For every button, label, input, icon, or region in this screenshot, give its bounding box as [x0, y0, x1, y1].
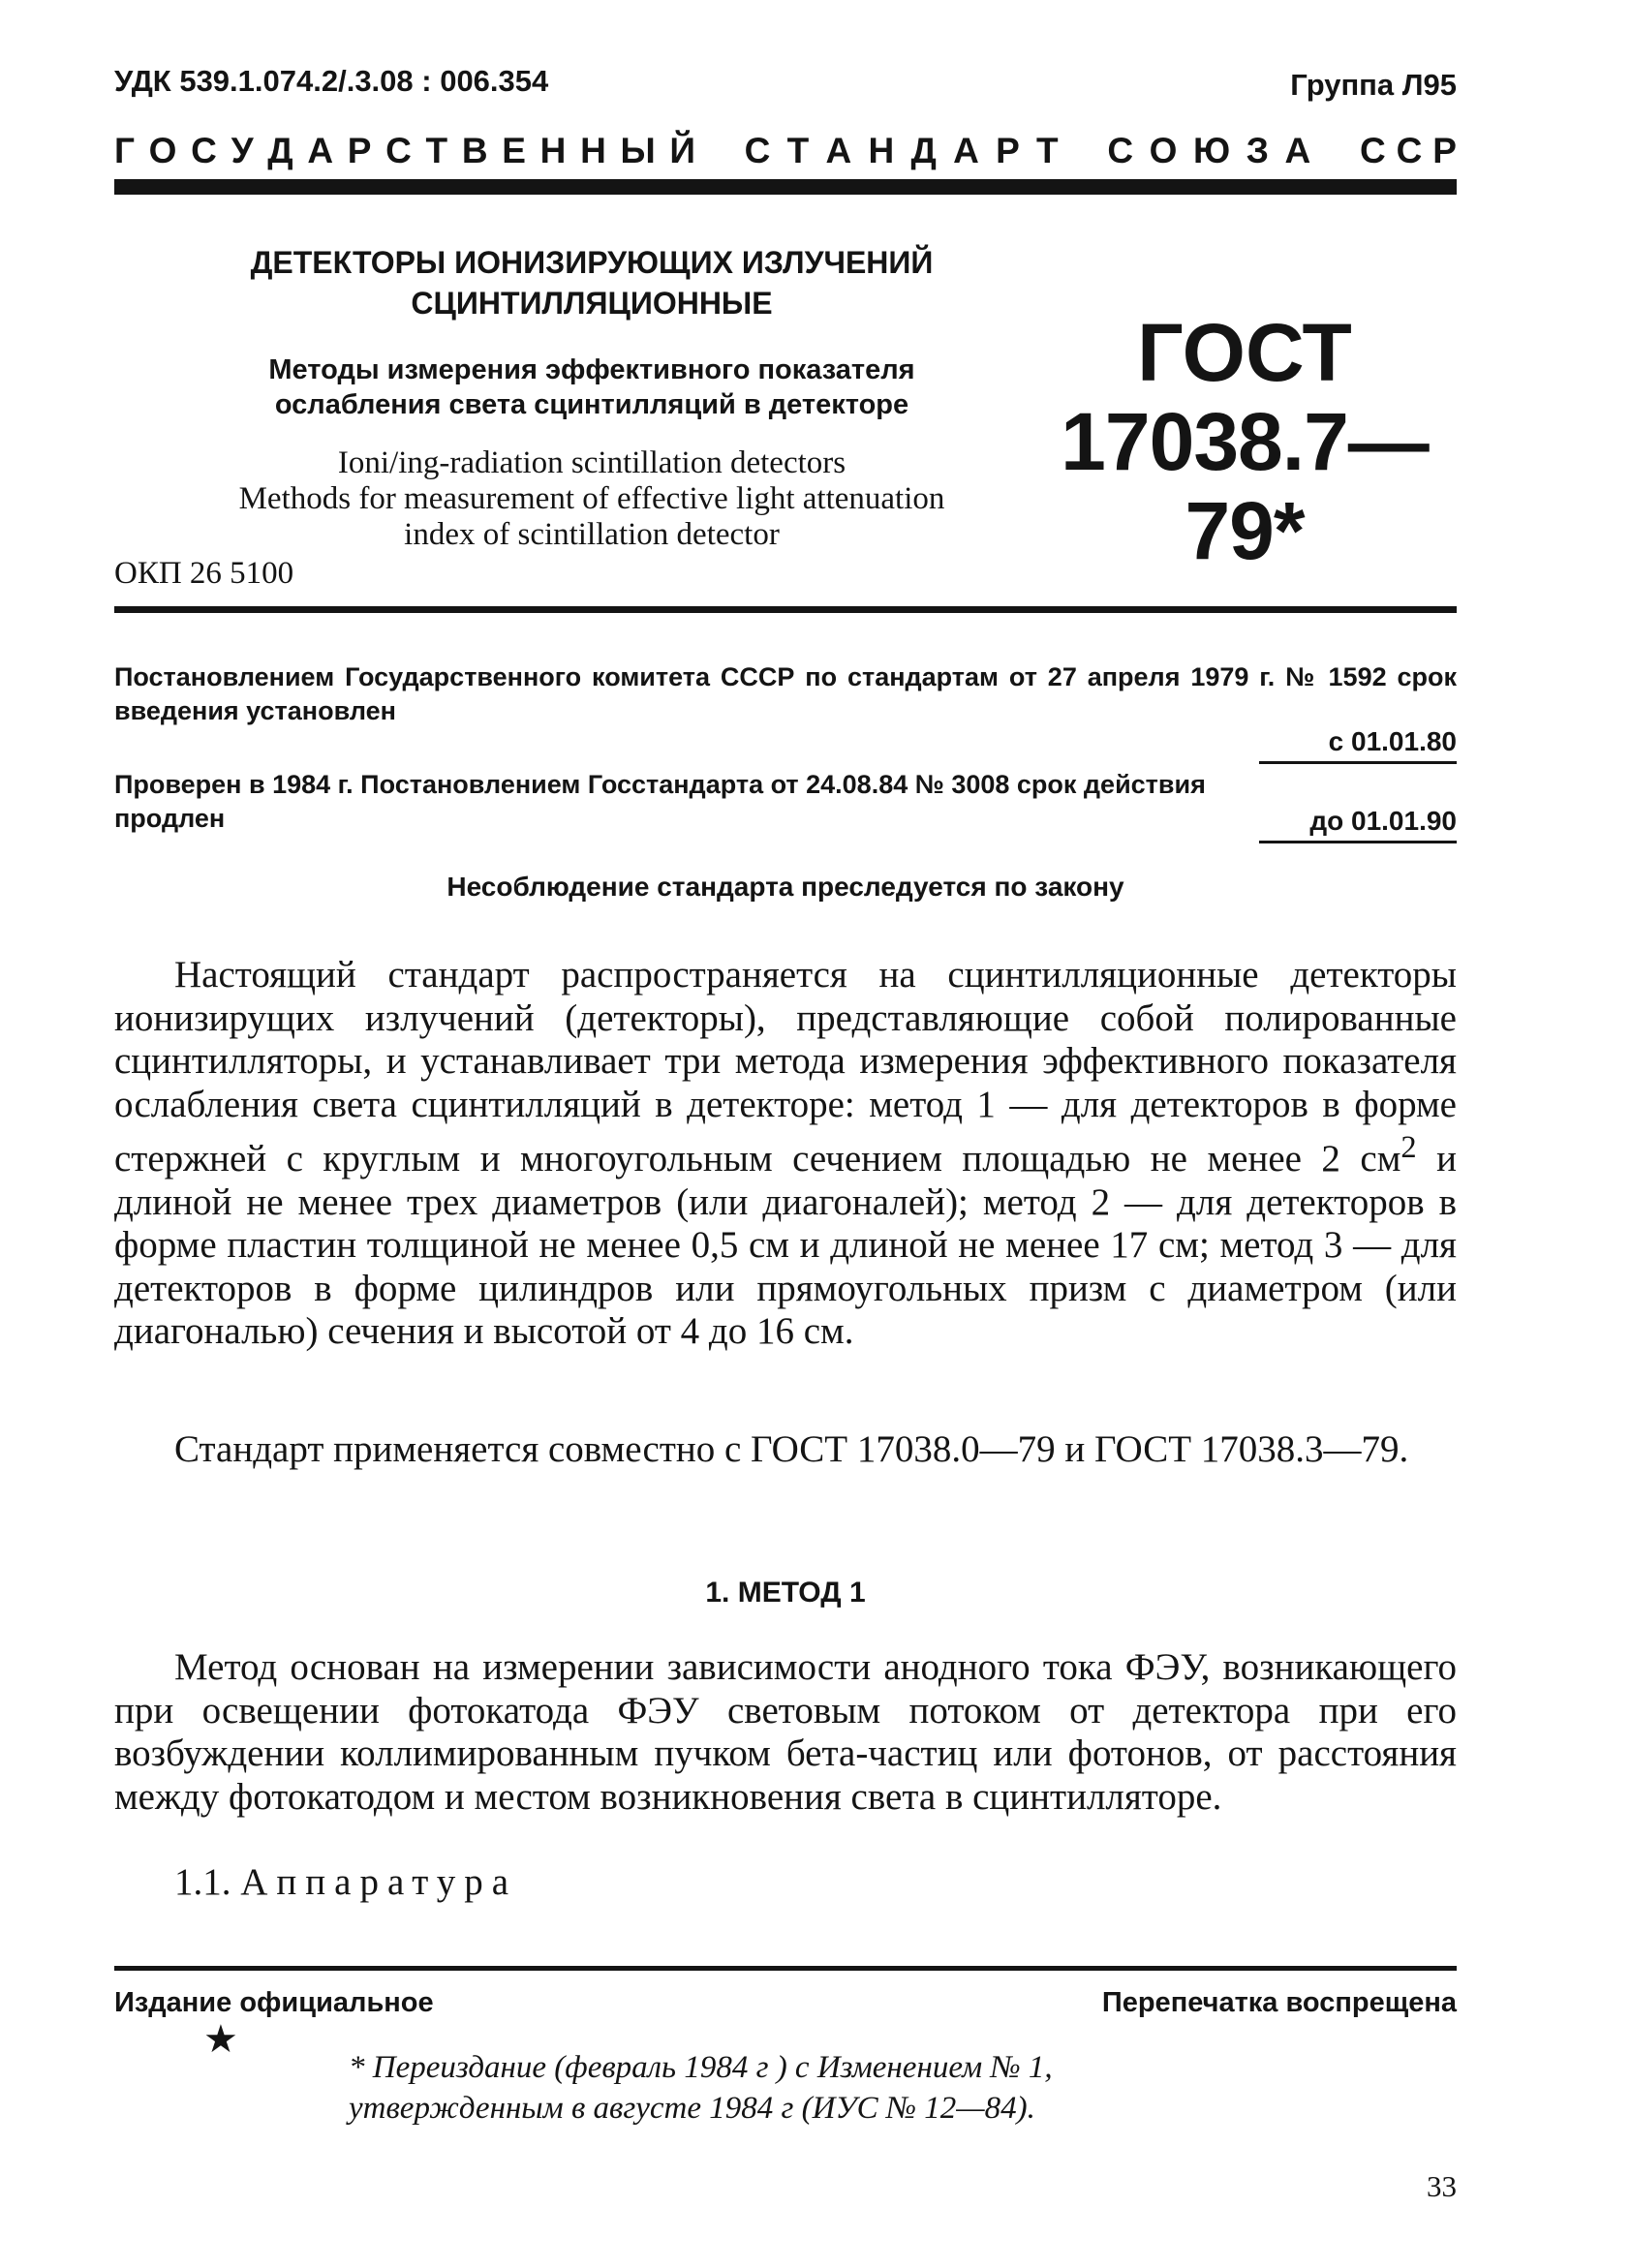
- official-edition: Издание официальное: [114, 1987, 434, 2018]
- paragraph-text: и длиной не менее трех диаметров (или диагоналей); метод 2 — для детекторов в форме пластин толщиной не менее 0,5 см и длиной не менее 17 см; метод 3 — для детекторов в форме цилиндров или прямоугольных призм с диаметром (или диагональю) сечения и высотой от 4 до 16 см.: [114, 1138, 1457, 1352]
- footnote: [349, 2047, 1366, 2129]
- title-divider: [114, 606, 1457, 613]
- subtitle-line: Методы измерения эффективного показателя: [268, 354, 915, 385]
- gost-designation: [1027, 308, 1462, 575]
- subsection-heading: [174, 1861, 517, 1904]
- banner-word: С Т А Н Д А Р Т: [744, 131, 1059, 170]
- group-code: Группа Л95: [1290, 68, 1457, 102]
- method-paragraph: [114, 1646, 1457, 1819]
- section-heading: 1. МЕТОД 1: [705, 1577, 866, 1609]
- english-title-line: Methods for measurement of effective light attenuation: [238, 481, 945, 516]
- superscript: 2: [1400, 1130, 1417, 1165]
- paragraph-text: Метод основан на измерении зависимости анодного тока ФЭУ, возникающего при освещении фотокатода ФЭУ световым потоком от детектора при его возбуждении коллимированным пучком бета-частиц или фотонов, от расстояния между фотокатодом и местом возникновения света в сцинтилляторе.: [114, 1646, 1457, 1818]
- extension-text: Проверен в 1984 г. Постановлением Госстандарта от 24.08.84 № 3008 срок действия продлен: [114, 770, 1206, 833]
- title-line: ДЕТЕКТОРЫ ИОНИЗИРУЮЩИХ ИЗЛУЧЕНИЙ: [250, 245, 934, 280]
- footer-divider: [114, 1966, 1457, 1971]
- subsection-number: 1.1.: [174, 1861, 241, 1903]
- subsection-title: Аппаратура: [240, 1861, 518, 1903]
- decree-text: Постановлением Государственного комитета СССР по стандартам от 27 апреля 1979 г. № 1592 срок введения установлен: [114, 662, 1457, 725]
- header-divider: [114, 179, 1457, 195]
- date-underline: [1259, 841, 1457, 843]
- banner-word: Г О С У Д А Р С Т В Е Н Н Ы Й: [114, 131, 695, 170]
- paragraph-text: Стандарт применяется совместно с ГОСТ 17038.0—79 и ГОСТ 17038.3—79.: [174, 1428, 1409, 1470]
- english-title-line: Ioni/ing-radiation scintillation detectors: [337, 445, 846, 480]
- english-title: [114, 445, 1069, 553]
- star-icon: ★: [203, 2017, 238, 2061]
- banner-word: С О Ю З А: [1107, 131, 1311, 170]
- english-title-line: index of scintillation detector: [404, 517, 780, 552]
- footnote-line: * Переиздание (февраль 1984 г ) с Изменением № 1,: [349, 2050, 1053, 2085]
- scope-paragraph: [114, 954, 1457, 1354]
- page-number: 33: [1427, 2169, 1457, 2203]
- reprint-notice: Перепечатка воспрещена: [1101, 1987, 1457, 2018]
- document-title: [114, 242, 1069, 323]
- banner-word: С С Р: [1359, 131, 1457, 170]
- udk-code: УДК 539.1.074.2/.3.08 : 006.354: [114, 64, 549, 98]
- document-subtitle: [114, 352, 1069, 422]
- date-underline: [1259, 761, 1457, 764]
- paragraph-text: Настоящий стандарт распространяется на сцинтилляционные детекторы ионизирущих излучений (детекторы), представляющие собой полированные сцинтилляторы, и устанавливает три метода измерения эффективного показателя ослабления света сцинтилляций в детекторе: метод 1 — для детекторов в форме стержней с круглым и многоугольным сечением площадью не менее 2 см: [114, 954, 1457, 1180]
- effective-date: с 01.01.80: [1328, 726, 1457, 756]
- title-line: СЦИНТИЛЛЯЦИОННЫЕ: [411, 286, 773, 321]
- subtitle-line: ослабления света сцинтилляций в детекторе: [274, 389, 909, 420]
- state-standard-banner: [114, 131, 1457, 171]
- gost-label: ГОСТ: [1137, 307, 1352, 398]
- application-paragraph: [114, 1428, 1457, 1472]
- okp-code: ОКП 26 5100: [114, 556, 294, 591]
- legal-warning: Несоблюдение стандарта преследуется по закону: [446, 872, 1124, 902]
- footnote-line: утвержденным в августе 1984 г (ИУС № 12—84).: [349, 2091, 1035, 2126]
- gost-code: 17038.7—79*: [1061, 396, 1429, 576]
- expiry-date: до 01.01.90: [1309, 806, 1457, 836]
